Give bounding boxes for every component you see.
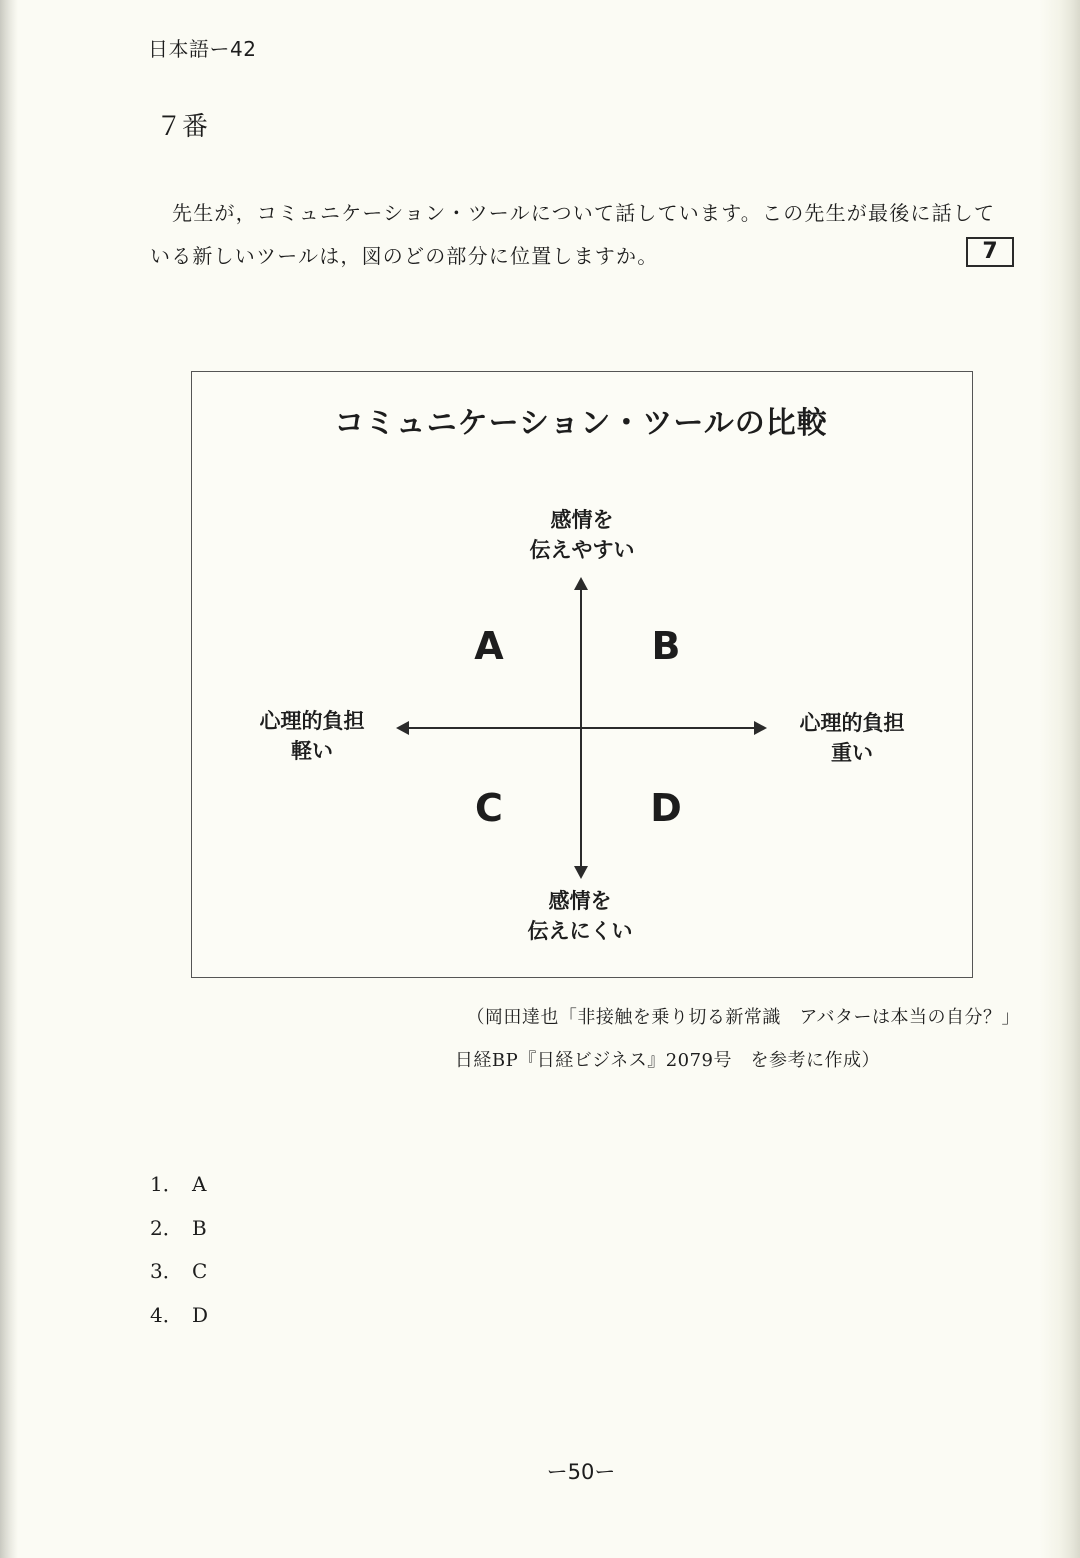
choice-number: 2． (150, 1215, 183, 1240)
choice-label: D (192, 1302, 209, 1327)
axis-right-line-1: 心理的負担 (799, 711, 905, 735)
choice-number: 4． (150, 1302, 183, 1327)
prompt-line-1: 先生が，コミュニケーション・ツールについて話しています。この先生が最後に話して (172, 201, 996, 225)
axis-label-top (492, 505, 672, 565)
choice-label: C (192, 1259, 208, 1283)
axis-label-bottom (490, 886, 670, 946)
page-number: ー50ー (546, 1460, 616, 1484)
figure-title: コミュニケーション・ツールの比較 (334, 406, 828, 441)
arrow-down-icon (574, 866, 588, 879)
axis-left-line-2: 軽い (291, 739, 333, 763)
axis-right-line-2: 重い (831, 741, 873, 765)
choice-number: 3． (150, 1259, 183, 1283)
quadrant-label-a: A (474, 624, 504, 668)
choice-item (150, 1294, 208, 1338)
axis-bottom-line-2: 伝えにくい (527, 919, 633, 943)
quadrant-label-b: B (651, 624, 681, 668)
quadrant-label-c: C (475, 786, 503, 830)
question-number: ７番 (156, 112, 209, 142)
axis-label-left (222, 706, 402, 766)
axis-top-line-2: 伝えやすい (529, 538, 635, 562)
source-line-2: 日経BP『日経ビジネス』2079号 を参考に作成） (454, 1050, 880, 1071)
axis-bottom-line-1: 感情を (548, 889, 612, 913)
choice-number: 1． (150, 1172, 183, 1196)
choice-label: A (192, 1172, 207, 1196)
choice-label: B (192, 1215, 207, 1240)
answer-choices (150, 1163, 208, 1337)
choice-item (150, 1207, 208, 1251)
source-line-1: （岡田達也「非接触を乗り切る新常識 アバターは本当の自分？」 (466, 1007, 1020, 1028)
axis-left-line-1: 心理的負担 (259, 709, 365, 733)
axis-label-right (762, 708, 942, 768)
axis-top-line-1: 感情を (550, 508, 614, 532)
arrow-up-icon (574, 577, 588, 590)
page-header-code: 日本語ー42 (148, 37, 257, 61)
choice-item (150, 1163, 208, 1207)
choice-item (150, 1250, 208, 1294)
answer-number-box: 7 (966, 237, 1014, 267)
figure-source-citation (380, 996, 1020, 1082)
prompt-line-2: いる新しいツールは，図のどの部分に位置しますか。 (150, 244, 659, 268)
quadrant-label-d: D (650, 786, 682, 830)
